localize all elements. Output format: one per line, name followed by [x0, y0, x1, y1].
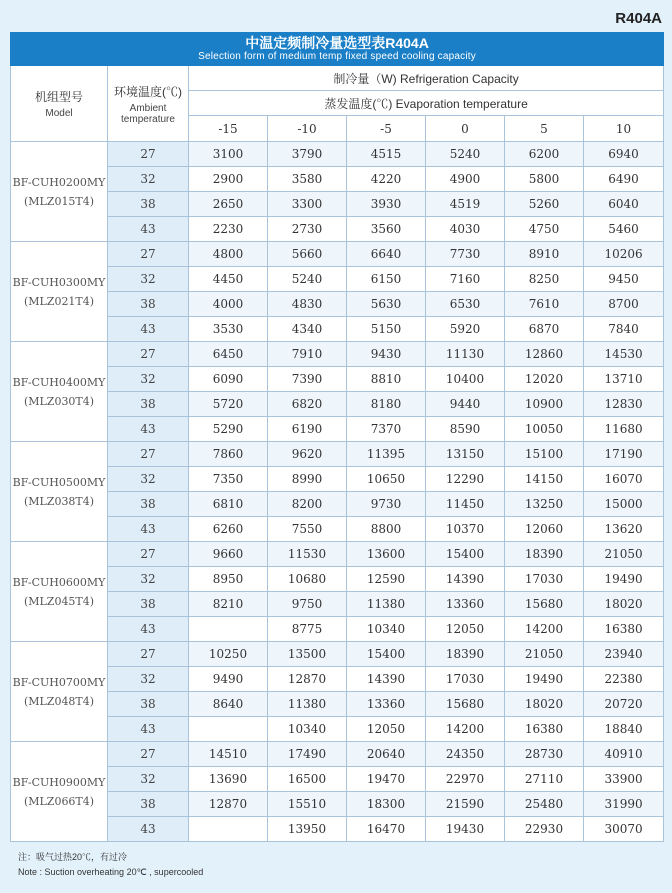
capacity-cell: 7390: [268, 367, 347, 392]
evap-temp-header: 10: [584, 116, 664, 142]
capacity-cell: 10050: [505, 417, 584, 442]
capacity-cell: 14390: [426, 567, 505, 592]
notes: [18, 850, 203, 880]
capacity-cell: 6640: [347, 242, 426, 267]
capacity-cell: 30070: [584, 817, 664, 842]
capacity-cell: 6260: [189, 517, 268, 542]
ambient-temp-cell: 32: [108, 367, 189, 392]
evap-temp-header: -15: [189, 116, 268, 142]
capacity-cell: 17030: [426, 667, 505, 692]
capacity-cell: 15680: [505, 592, 584, 617]
capacity-cell: 2900: [189, 167, 268, 192]
capacity-cell: 6090: [189, 367, 268, 392]
capacity-cell: 4000: [189, 292, 268, 317]
note-en: Note : Suction overheating 20℃ , supercooled: [18, 867, 204, 877]
ambient-temp-cell: 38: [108, 592, 189, 617]
model-code: (MLZ021T4): [23, 294, 95, 308]
table-row: [11, 617, 664, 642]
capacity-cell: 12050: [347, 717, 426, 742]
capacity-cell: 10650: [347, 467, 426, 492]
capacity-cell: 9660: [189, 542, 268, 567]
capacity-cell: 12870: [268, 667, 347, 692]
refrigerant-code: R404A: [615, 10, 662, 27]
table-row: [11, 567, 664, 592]
capacity-cell: 13600: [347, 542, 426, 567]
ambient-temp-cell: 43: [108, 217, 189, 242]
table-row: [11, 242, 664, 267]
model-name: BF-CUH0600MY: [12, 575, 106, 589]
capacity-cell: 10680: [268, 567, 347, 592]
capacity-cell: 14200: [426, 717, 505, 742]
capacity-cell: 10340: [268, 717, 347, 742]
capacity-cell: 8950: [189, 567, 268, 592]
ambient-temp-cell: 38: [108, 192, 189, 217]
capacity-cell: 12050: [426, 617, 505, 642]
capacity-cell: 11530: [268, 542, 347, 567]
title-cn: 中温定频制冷量选型表R404A: [245, 35, 429, 51]
title-row: [11, 33, 664, 66]
capacity-cell: 16380: [505, 717, 584, 742]
ambient-temp-cell: 27: [108, 242, 189, 267]
capacity-cell: 13710: [584, 367, 664, 392]
capacity-cell: 16500: [268, 767, 347, 792]
model-code: (MLZ066T4): [23, 794, 95, 808]
ambient-temp-cell: 32: [108, 567, 189, 592]
model-header-en: Model: [45, 108, 73, 119]
capacity-cell: 40910: [584, 742, 664, 767]
capacity-cell: 5920: [426, 317, 505, 342]
capacity-cell: 12060: [505, 517, 584, 542]
capacity-cell: 4830: [268, 292, 347, 317]
ambient-temp-cell: 32: [108, 167, 189, 192]
model-header: [11, 66, 108, 142]
capacity-cell: 2230: [189, 217, 268, 242]
table-row: [11, 817, 664, 842]
capacity-cell: 17190: [584, 442, 664, 467]
capacity-cell: 3580: [268, 167, 347, 192]
ambient-header: [108, 66, 189, 142]
capacity-cell: 14200: [505, 617, 584, 642]
capacity-cell: 7730: [426, 242, 505, 267]
capacity-cell: 11380: [268, 692, 347, 717]
capacity-cell: 12860: [505, 342, 584, 367]
capacity-cell: 3560: [347, 217, 426, 242]
capacity-cell: 7840: [584, 317, 664, 342]
capacity-cell: 12830: [584, 392, 664, 417]
capacity-cell: 10370: [426, 517, 505, 542]
ambient-temp-cell: 38: [108, 392, 189, 417]
capacity-cell: 20720: [584, 692, 664, 717]
ambient-temp-cell: 38: [108, 292, 189, 317]
model-cell: [11, 242, 108, 342]
capacity-cell: 7370: [347, 417, 426, 442]
capacity-cell: 19470: [347, 767, 426, 792]
model-name: BF-CUH0400MY: [12, 375, 106, 389]
capacity-cell: 4750: [505, 217, 584, 242]
model-cell: [11, 542, 108, 642]
model-code: (MLZ048T4): [23, 694, 95, 708]
capacity-cell: 5240: [426, 142, 505, 167]
ambient-header-cn: 环境温度(℃): [114, 84, 182, 99]
capacity-cell: 10340: [347, 617, 426, 642]
model-cell: [11, 442, 108, 542]
capacity-cell: 8180: [347, 392, 426, 417]
table-row: [11, 717, 664, 742]
table-row: [11, 267, 664, 292]
ambient-temp-cell: 43: [108, 317, 189, 342]
capacity-cell: 3530: [189, 317, 268, 342]
selection-table: [10, 32, 664, 842]
ambient-temp-cell: 27: [108, 642, 189, 667]
table-body: [11, 142, 664, 842]
capacity-cell: 19430: [426, 817, 505, 842]
table-row: [11, 167, 664, 192]
table-row: [11, 417, 664, 442]
capacity-cell: 17490: [268, 742, 347, 767]
capacity-cell: 6200: [505, 142, 584, 167]
table-row: [11, 367, 664, 392]
capacity-cell: 17030: [505, 567, 584, 592]
ambient-temp-cell: 27: [108, 542, 189, 567]
capacity-cell: 10206: [584, 242, 664, 267]
capacity-cell: 8210: [189, 592, 268, 617]
table-row: [11, 642, 664, 667]
capacity-cell: 15680: [426, 692, 505, 717]
model-code: (MLZ038T4): [23, 494, 95, 508]
capacity-cell: 6490: [584, 167, 664, 192]
capacity-cell: [189, 817, 268, 842]
capacity-cell: 16470: [347, 817, 426, 842]
capacity-cell: 15400: [347, 642, 426, 667]
table-row: [11, 517, 664, 542]
capacity-cell: 8700: [584, 292, 664, 317]
capacity-cell: 11680: [584, 417, 664, 442]
capacity-cell: 5460: [584, 217, 664, 242]
capacity-cell: 14150: [505, 467, 584, 492]
capacity-cell: 5150: [347, 317, 426, 342]
capacity-cell: 12020: [505, 367, 584, 392]
capacity-cell: 31990: [584, 792, 664, 817]
table-row: [11, 142, 664, 167]
model-cell: [11, 142, 108, 242]
capacity-cell: 4220: [347, 167, 426, 192]
capacity-cell: 6450: [189, 342, 268, 367]
capacity-cell: 13250: [505, 492, 584, 517]
capacity-cell: 15100: [505, 442, 584, 467]
capacity-cell: 20640: [347, 742, 426, 767]
ambient-temp-cell: 32: [108, 767, 189, 792]
capacity-cell: 8590: [426, 417, 505, 442]
capacity-cell: 14510: [189, 742, 268, 767]
table-row: [11, 392, 664, 417]
capacity-cell: 11395: [347, 442, 426, 467]
capacity-cell: 18020: [584, 592, 664, 617]
capacity-cell: 9490: [189, 667, 268, 692]
capacity-cell: 8775: [268, 617, 347, 642]
capacity-cell: 16070: [584, 467, 664, 492]
capacity-cell: 25480: [505, 792, 584, 817]
capacity-cell: 11130: [426, 342, 505, 367]
capacity-cell: 15000: [584, 492, 664, 517]
table-row: [11, 592, 664, 617]
model-code: (MLZ015T4): [23, 194, 95, 208]
table-row: [11, 767, 664, 792]
capacity-cell: 4900: [426, 167, 505, 192]
table-row: [11, 467, 664, 492]
evaporation-header: 蒸发温度(℃) Evaporation temperature: [189, 91, 664, 116]
model-name: BF-CUH0200MY: [12, 175, 106, 189]
capacity-cell: 13690: [189, 767, 268, 792]
capacity-cell: 19490: [505, 667, 584, 692]
capacity-cell: 15400: [426, 542, 505, 567]
table-row: [11, 192, 664, 217]
capacity-cell: 5630: [347, 292, 426, 317]
capacity-cell: 9620: [268, 442, 347, 467]
capacity-cell: [189, 617, 268, 642]
table-row: [11, 317, 664, 342]
capacity-cell: 16380: [584, 617, 664, 642]
table-row: [11, 792, 664, 817]
capacity-cell: 4515: [347, 142, 426, 167]
ambient-temp-cell: 38: [108, 492, 189, 517]
evap-temp-header: -10: [268, 116, 347, 142]
capacity-cell: 7550: [268, 517, 347, 542]
capacity-cell: 22930: [505, 817, 584, 842]
table-row: [11, 742, 664, 767]
ambient-temp-cell: 32: [108, 467, 189, 492]
capacity-cell: 28730: [505, 742, 584, 767]
capacity-cell: 5800: [505, 167, 584, 192]
header-row-1: [11, 66, 664, 91]
capacity-header: 制冷量（W) Refrigeration Capacity: [189, 66, 664, 91]
capacity-cell: 6040: [584, 192, 664, 217]
capacity-cell: 7160: [426, 267, 505, 292]
capacity-cell: 10400: [426, 367, 505, 392]
capacity-cell: 13360: [426, 592, 505, 617]
ambient-temp-cell: 27: [108, 442, 189, 467]
capacity-cell: 13500: [268, 642, 347, 667]
table-row: [11, 692, 664, 717]
ambient-temp-cell: 32: [108, 667, 189, 692]
model-name: BF-CUH0900MY: [12, 775, 106, 789]
evap-temp-header: 0: [426, 116, 505, 142]
capacity-cell: 12870: [189, 792, 268, 817]
capacity-cell: 7910: [268, 342, 347, 367]
capacity-cell: 7860: [189, 442, 268, 467]
capacity-cell: 5660: [268, 242, 347, 267]
capacity-cell: 21590: [426, 792, 505, 817]
capacity-cell: 8250: [505, 267, 584, 292]
capacity-cell: 22380: [584, 667, 664, 692]
table-row: [11, 667, 664, 692]
capacity-cell: 18300: [347, 792, 426, 817]
ambient-temp-cell: 32: [108, 267, 189, 292]
capacity-cell: 8200: [268, 492, 347, 517]
capacity-cell: 4519: [426, 192, 505, 217]
capacity-cell: 6190: [268, 417, 347, 442]
capacity-cell: 27110: [505, 767, 584, 792]
capacity-cell: 2650: [189, 192, 268, 217]
capacity-cell: 7350: [189, 467, 268, 492]
capacity-cell: 4800: [189, 242, 268, 267]
capacity-cell: 3930: [347, 192, 426, 217]
capacity-cell: 9450: [584, 267, 664, 292]
table-row: [11, 342, 664, 367]
model-cell: [11, 742, 108, 842]
table-row: [11, 217, 664, 242]
table-row: [11, 292, 664, 317]
capacity-cell: 2730: [268, 217, 347, 242]
note-cn: 注：吸气过热20℃，有过冷: [18, 852, 128, 862]
capacity-cell: 11450: [426, 492, 505, 517]
capacity-cell: [189, 717, 268, 742]
table-row: [11, 542, 664, 567]
capacity-cell: 13950: [268, 817, 347, 842]
capacity-cell: 13620: [584, 517, 664, 542]
capacity-cell: 5240: [268, 267, 347, 292]
capacity-cell: 7610: [505, 292, 584, 317]
capacity-cell: 10250: [189, 642, 268, 667]
capacity-cell: 9430: [347, 342, 426, 367]
model-cell: [11, 342, 108, 442]
table-title: [11, 33, 664, 66]
capacity-cell: 22970: [426, 767, 505, 792]
capacity-cell: 18840: [584, 717, 664, 742]
model-header-cn: 机组型号: [34, 90, 83, 104]
capacity-cell: 11380: [347, 592, 426, 617]
model-name: BF-CUH0300MY: [12, 275, 106, 289]
capacity-cell: 18390: [426, 642, 505, 667]
capacity-cell: 21050: [584, 542, 664, 567]
capacity-cell: 6940: [584, 142, 664, 167]
capacity-cell: 8800: [347, 517, 426, 542]
ambient-temp-cell: 38: [108, 792, 189, 817]
capacity-cell: 4450: [189, 267, 268, 292]
capacity-cell: 3300: [268, 192, 347, 217]
ambient-temp-cell: 38: [108, 692, 189, 717]
capacity-cell: 12590: [347, 567, 426, 592]
model-code: (MLZ045T4): [23, 594, 95, 608]
capacity-cell: 6530: [426, 292, 505, 317]
capacity-cell: 5290: [189, 417, 268, 442]
capacity-cell: 6820: [268, 392, 347, 417]
capacity-cell: 14390: [347, 667, 426, 692]
capacity-cell: 6150: [347, 267, 426, 292]
capacity-cell: 4340: [268, 317, 347, 342]
ambient-temp-cell: 43: [108, 417, 189, 442]
capacity-cell: 13150: [426, 442, 505, 467]
table-row: [11, 492, 664, 517]
capacity-cell: 10900: [505, 392, 584, 417]
capacity-cell: 6870: [505, 317, 584, 342]
ambient-temp-cell: 27: [108, 142, 189, 167]
table-row: [11, 442, 664, 467]
capacity-cell: 8990: [268, 467, 347, 492]
capacity-cell: 8810: [347, 367, 426, 392]
model-name: BF-CUH0500MY: [12, 475, 106, 489]
ambient-temp-cell: 43: [108, 517, 189, 542]
capacity-cell: 18390: [505, 542, 584, 567]
evap-temp-header: 5: [505, 116, 584, 142]
model-code: (MLZ030T4): [23, 394, 95, 408]
ambient-temp-cell: 27: [108, 742, 189, 767]
ambient-temp-cell: 43: [108, 617, 189, 642]
capacity-cell: 19490: [584, 567, 664, 592]
ambient-temp-cell: 43: [108, 817, 189, 842]
capacity-cell: 9730: [347, 492, 426, 517]
evap-temp-header: -5: [347, 116, 426, 142]
capacity-cell: 18020: [505, 692, 584, 717]
capacity-cell: 14530: [584, 342, 664, 367]
capacity-cell: 8640: [189, 692, 268, 717]
capacity-cell: 13360: [347, 692, 426, 717]
ambient-temp-cell: 27: [108, 342, 189, 367]
capacity-cell: 12290: [426, 467, 505, 492]
model-cell: [11, 642, 108, 742]
capacity-cell: 33900: [584, 767, 664, 792]
capacity-cell: 4030: [426, 217, 505, 242]
capacity-cell: 3790: [268, 142, 347, 167]
capacity-cell: 23940: [584, 642, 664, 667]
capacity-cell: 15510: [268, 792, 347, 817]
capacity-cell: 21050: [505, 642, 584, 667]
ambient-header-en: Ambient temperature: [121, 102, 175, 125]
capacity-cell: 3100: [189, 142, 268, 167]
capacity-cell: 9750: [268, 592, 347, 617]
title-en: Selection form of medium temp fixed speed cooling capacity: [198, 51, 476, 62]
model-name: BF-CUH0700MY: [12, 675, 106, 689]
ambient-temp-cell: 43: [108, 717, 189, 742]
capacity-cell: 8910: [505, 242, 584, 267]
capacity-cell: 6810: [189, 492, 268, 517]
capacity-cell: 5260: [505, 192, 584, 217]
capacity-cell: 24350: [426, 742, 505, 767]
capacity-cell: 9440: [426, 392, 505, 417]
capacity-cell: 5720: [189, 392, 268, 417]
